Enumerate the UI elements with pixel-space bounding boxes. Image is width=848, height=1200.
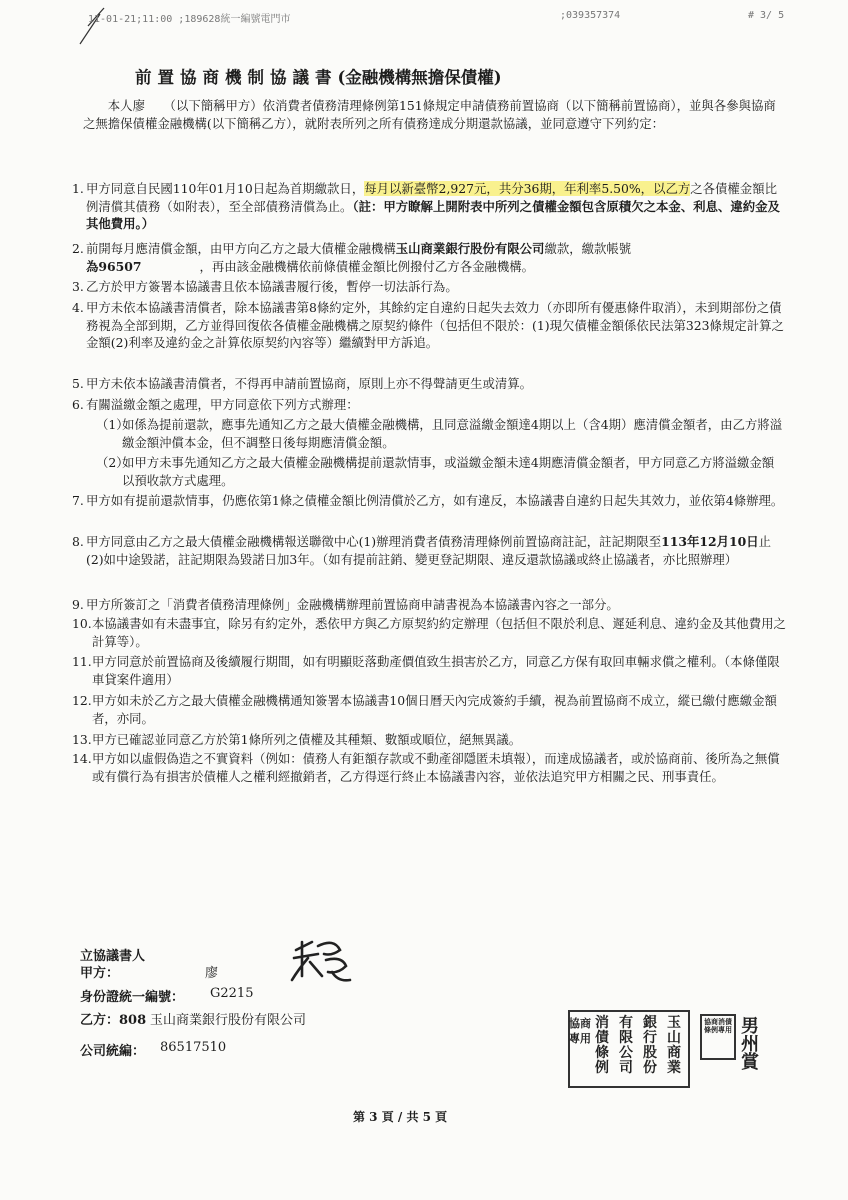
handwritten-signature <box>288 936 358 986</box>
clause-1-text-a: 甲方同意自民國110年01月10日起為首期繳款日， <box>86 181 365 196</box>
id-number-value: G2215 <box>210 986 254 1001</box>
clause-body: 甲方同意於前置協商及後續履行期間，如有明顯貶落動產價值致生損害於乙方，同意乙方保有取回車輛求償之權利。（本條僅限車貸案件適用） <box>92 654 780 687</box>
document-title-main: 前置協商機制協議書 <box>135 68 338 87</box>
clause-5 <box>72 375 787 393</box>
clause-1-text-b: 之各債權金額比例清償其債務（如附表），至全部債務清償為止。 <box>86 181 777 214</box>
clause-body: 乙方於甲方簽署本協議書且依本協議書履行後，暫停一切法訴行為。 <box>86 279 458 294</box>
clause-number: 9. <box>72 597 84 612</box>
clause-1-highlight: 每月以新臺幣2,927元，共分36期，年利率5.50%，以乙方 <box>364 181 691 196</box>
clause-number: 13. <box>72 732 92 747</box>
bank-seal-stamp <box>568 1010 690 1088</box>
clause-7 <box>72 492 787 510</box>
company-tax-id-label: 公司統編： <box>80 1044 146 1059</box>
clause-number: （2） <box>96 455 129 470</box>
clause-number: 1. <box>72 181 84 196</box>
clause-body <box>86 240 787 275</box>
clause-body: 如係為提前還款，應事先通知乙方之最大債權金融機構，且同意溢繳金額達4期以上（含4期）應清償金額者，由乙方將溢繳金額沖償本金，但不調整日後每期應清償金額。 <box>122 417 783 450</box>
clause-body <box>86 533 787 568</box>
clause-body: 甲方如未於乙方之最大債權金融機構通知簽署本協議書10個日曆天內完成簽約手續，視為前置協商不成立，縱已繳付應繳金額者，亦同。 <box>92 693 777 726</box>
clause-6-2 <box>96 454 786 489</box>
clause-number: 14. <box>72 751 92 766</box>
clause-13 <box>72 731 787 749</box>
clause-4 <box>72 299 787 352</box>
clause-9 <box>72 596 787 614</box>
party-a-name: 廖 <box>205 966 219 981</box>
clause-1 <box>72 180 787 233</box>
clause-number: 3. <box>72 279 84 294</box>
company-tax-id-value: 86517510 <box>160 1040 227 1055</box>
signatory-heading: 立協議書人 <box>80 949 146 964</box>
clause-body: 甲方所簽訂之「消費者債務清理條例」金融機構辦理前置協商申請書視為本協議書內容之一部分。 <box>86 597 619 612</box>
clause-body: 甲方已確認並同意乙方於第1條所列之債權及其種類、數額或順位，絕無異議。 <box>92 732 522 747</box>
clause-body: 有關溢繳金額之處理，甲方同意依下列方式辦理： <box>86 397 359 412</box>
clause-8-text-a: 甲方同意由乙方之最大債權金融機構報送聯徵中心(1)辦理消費者債務清理條例前置協商註記，註記期限至 <box>86 534 662 549</box>
clause-body: 本協議書如有未盡事宜，除另有約定外，悉依甲方與乙方原契約約定辦理（包括但不限於利息、遲延利息、違約金及其他費用之計算等）。 <box>92 616 786 649</box>
clause-2-text-d: ，再由該金融機構依前條債權金額比例撥付乙方各金融機構。 <box>199 258 535 274</box>
page-footer: 第 3 頁 / 共 5 頁 <box>353 1110 448 1124</box>
clause-8 <box>72 533 787 568</box>
clause-body: 如甲方未事先通知乙方之最大債權金融機構提前還款情事，或溢繳金額未達4期應清償金額者，甲方同意乙方將溢繳金額以預收款方式處理。 <box>122 455 775 488</box>
party-a-label: 甲方： <box>80 966 120 981</box>
id-number-label: 身份證統一編號： <box>80 990 185 1005</box>
clause-number: （1） <box>96 417 129 432</box>
clause-14 <box>72 750 787 785</box>
clause-3 <box>72 278 787 296</box>
intro-paragraph: 本人廖 （以下簡稱甲方）依消費者債務清理條例第151條規定申請債務前置協商（以下簡稱前置協商），並與各參與協商之無擔保債權金融機構(以下簡稱乙方），就附表所列之所有債務達成分期還款協議，並同意遵守下列約定： <box>83 98 776 131</box>
clause-body: 甲方未依本協議書清償者，除本協議書第8條約定外，其餘約定自違約日起失去效力（亦即所有優惠條件取消），未到期部份之債務視為全部到期，乙方並得回復依各債權金融機構之原契約條件（包括但不限於：(1)現欠債權金額係依民法第323條規定計算之金額(2)利率及違約金之計算依原契約內容等）繼續對甲方訴追。 <box>86 300 784 351</box>
clause-2-text-a: 前開每月應清償金額，由甲方向乙方之最大債權金融機構 <box>86 241 396 256</box>
clause-number: 4. <box>72 300 84 315</box>
small-seal-stamp: 協商消債條例專用 <box>700 1014 736 1060</box>
clause-6-1 <box>96 416 786 451</box>
clause-12 <box>72 692 787 727</box>
clause-2-bank-name: 玉山商業銀行股份有限公司 <box>395 241 545 256</box>
clause-2-text-b: 繳款，繳款帳號 <box>544 241 632 256</box>
clause-2 <box>72 240 787 275</box>
clause-number: 8. <box>72 534 84 549</box>
clause-number: 11. <box>72 654 92 669</box>
clause-8-text-b: 止(2)如中途毀諾，註記期限為毀諾日加3年。（如有提前註銷、變更登記期限、違反還款協議或終止協議者，亦比照辦理） <box>86 534 772 567</box>
seal-column: 協商專用 <box>569 1017 591 1045</box>
party-b-name: 玉山商業銀行股份有限公司 <box>150 1013 307 1028</box>
clause-11 <box>72 653 787 688</box>
clause-2-account-number: 為96507 <box>86 258 142 274</box>
document-title <box>135 64 502 88</box>
clause-number: 12. <box>72 693 92 708</box>
fax-header-page: # 3/ 5 <box>748 10 785 21</box>
clause-number: 10. <box>72 616 92 631</box>
seal-column: 有限公司 <box>619 1015 633 1076</box>
clause-number: 7. <box>72 493 84 508</box>
clause-body: 甲方未依本協議書清償者，不得再申請前置協商，原則上亦不得聲請更生或清算。 <box>86 376 533 391</box>
clause-body: 甲方如以虛假偽造之不實資料（例如：債務人有鉅額存款或不動產卻隱匿未填報），而達成協議者，或於協商前、後所為之無償或有償行為有損害於債權人之權利經撤銷者，乙方得逕行終止本協議書內容，並依法追究甲方相關之民、刑事責任。 <box>92 751 780 784</box>
personal-name-seal: 男州賞 <box>738 1016 759 1070</box>
clause-1-note: （註：甲方瞭解上開附表中所列之債權金額包含原積欠之本金、利息、違約金及其他費用。） <box>86 198 780 232</box>
fax-header-number: ;039357374 <box>560 10 621 21</box>
seal-column: 銀行股份 <box>643 1015 657 1076</box>
party-b-label: 乙方：808 <box>80 1013 147 1028</box>
seal-column: 消債條例 <box>595 1015 609 1076</box>
seal-column: 玉山商業 <box>667 1015 681 1076</box>
clause-number: 2. <box>72 241 84 256</box>
clause-6 <box>72 396 787 414</box>
fax-header-left: 11-01-21;11:00 ;189628統一編號電門市 <box>88 14 291 25</box>
clause-body: 甲方如有提前還款情事，仍應依第1條之債權金額比例清償於乙方，如有違反，本協議書自違約日起失其效力，並依第4條辦理。 <box>86 493 784 508</box>
clause-8-handwritten-date: 113年12月10日 <box>661 534 759 549</box>
clause-10 <box>72 615 787 650</box>
document-title-sub: (金融機構無擔保債權) <box>337 68 502 87</box>
clause-number: 5. <box>72 376 84 391</box>
clause-body <box>86 180 787 233</box>
clause-number: 6. <box>72 397 84 412</box>
